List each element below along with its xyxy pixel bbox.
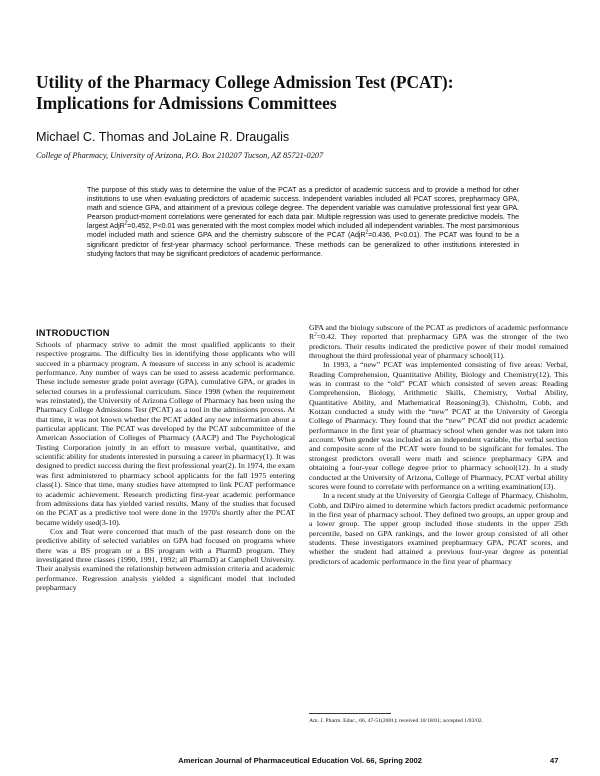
section-heading-introduction: INTRODUCTION [36, 328, 110, 338]
abstract-part-1: The purpose of this study was to determine the value of the PCAT as a predictor of academic success and to provide a method for other institutions to use when evaluating predictors of academic success. Independent variables included all PCAT scores, prepharmacy GPA, math and science GPA, and attainment of a previous college degree. The dependent variable was cumulative professional first year GPA. Pearson product-moment correlations were generated for each data pair. Multiple regression was used to generate predictive models. The largest AdjR [87, 186, 519, 231]
right-column [309, 323, 568, 566]
page-number: 47 [550, 756, 559, 765]
citation-footnote: Am. J. Pharm. Educ., 66, 47-51(2001); received 10/18/01; accepted 1/03/02. [309, 718, 484, 724]
abstract [87, 186, 519, 259]
title-line-2: Implications for Admissions Committees [36, 93, 337, 113]
footnote-rule [309, 713, 391, 714]
paragraph-3-part-b: =0.42. They reported that prepharmacy GPA was the stronger of the two predictors. Their results indicated the predictive power of their model remained throughout the third professional year of pharmacy school(11). [309, 332, 568, 361]
paragraph-3-superscript: 2 [314, 332, 317, 338]
paragraph-5: In a recent study at the University of Georgia College of Pharmacy, Chisholm, Cobb, and DiPiro aimed to determine which factors predict academic performance in the first year of pharmacy school. They defined two groups, an upper group and a lower group. The upper group included those students in the upper 25th percentile, based on GPA rankings, and the lower group consisted of all other students. These investigators examined prepharmacy GPA, PCAT scores, and whether the student had attained a previous four-year degree as potential predictors of academic performance in the first year of pharmacy [309, 491, 568, 566]
footer-journal-name: American Journal of Pharmaceutical Education Vol. 66, Spring 2002 [178, 756, 422, 765]
abstract-part-2: =0.452, P<0.01 was generated with the most complex model which included all independent variables. The most parsimonious model included math and science GPA and the chemistry subscore of the PCAT (AdjR [87, 222, 519, 240]
paragraph-1: Schools of pharmacy strive to admit the most qualified applicants to their respective programs. The difficulty lies in identifying those applicants who will succeed in a pharmacy program. A measure of success in any school is academic performance. Any number of ways can be used to assess academic performance. These include semester grade point average (GPA), cumulative GPA, or grades in selected courses in a professional curriculum. Since 1998 (when the requirement was reinstated), the University of Arizona College of Pharmacy has been using the Pharmacy College Admissions Test (PCAT) as a tool in the admissions process. At that time, it was not known whether the PCAT added any new information about a particular applicant. The PCAT was developed by the PCAT subcommittee of the American Association of Colleges of Pharmacy (AACP) and The Psychological Testing Corporation jointly in an effort to measure verbal, quantitative, and scientific ability for students interested in pursuing a career in pharmacy(1). It was designed to predict success during the first professional year(2). In 1974, the exam was first administered to pharmacy school applicants for the fall 1975 entering class(1). Since that time, many studies have attempted to link PCAT performance to academic achievement. Research predicting first-year academic performance from admissions data has yielded varied results. Many of the studies that focused on the PCAT as a predictive tool were done in the 1970's shortly after the PCAT became widely used(3-10). [36, 340, 295, 527]
affiliation: College of Pharmacy, University of Arizona, P.O. Box 210207 Tucson, AZ 85721-0207 [36, 151, 324, 160]
abstract-superscript-2: 2 [365, 230, 369, 237]
paragraph-4: In 1993, a “new” PCAT was implemented consisting of five areas: Verbal, Reading Comprehension, Quantitative Ability, Biology and Chemistry(12). This was in contrast to the “old” PCAT which consisted of seven areas: Reading Comprehension, Biology, Arithmetic Skills, Chemistry, Verbal Ability, Quantitative Ability, and Mathematical Reasoning(3). Chisholm, Cobb, and Kotzan conducted a study with the “new” PCAT at the University of Georgia College of Pharmacy. They found that the “new” PCAT did not predict academic performance in the first year of pharmacy school when gender was not taken into account. When gender was included as an independent variable, the verbal section and composite score of the PCAT were found to be significant for females. The strongest predictors overall were math and science prepharmacy GPA and obtaining a four-year college degree prior to pharmacy school(12). In a study conducted at the University of Arizona, College of Pharmacy, PCAT verbal ability scores were found to correlate with performance on a writing examination(13). [309, 360, 568, 491]
abstract-superscript-1: 2 [124, 221, 128, 228]
paragraph-3-part-a: GPA and the biology subscore of the PCAT as predictors of academic performance R [309, 323, 568, 342]
title-line-1: Utility of the Pharmacy College Admission Test (PCAT): [36, 72, 454, 92]
left-column [36, 327, 295, 592]
article-title [36, 72, 576, 114]
paragraph-2: Cox and Teat were concerned that much of the past research done on the predictive ability of selected variables on GPA had focused on programs where there was a BS program or a BS program with a PharmD program. They investigated three classes (1990, 1991, 1992; all PharmD) at Campbell University. Their analysis examined the relationship between admission criteria and academic performance. Regression analysis yielded a significant model that included prepharmacy [36, 526, 295, 592]
authors: Michael C. Thomas and JoLaine R. Draugalis [36, 130, 290, 144]
abstract-part-3: =0.436, P<0.01). The PCAT was found to be a significant predictor of first-year pharmacy school performance. These methods can be generalized to other institutions interested in studying factors that may be significant predictors of academic performance. [87, 231, 519, 258]
paragraph-3 [309, 323, 568, 360]
